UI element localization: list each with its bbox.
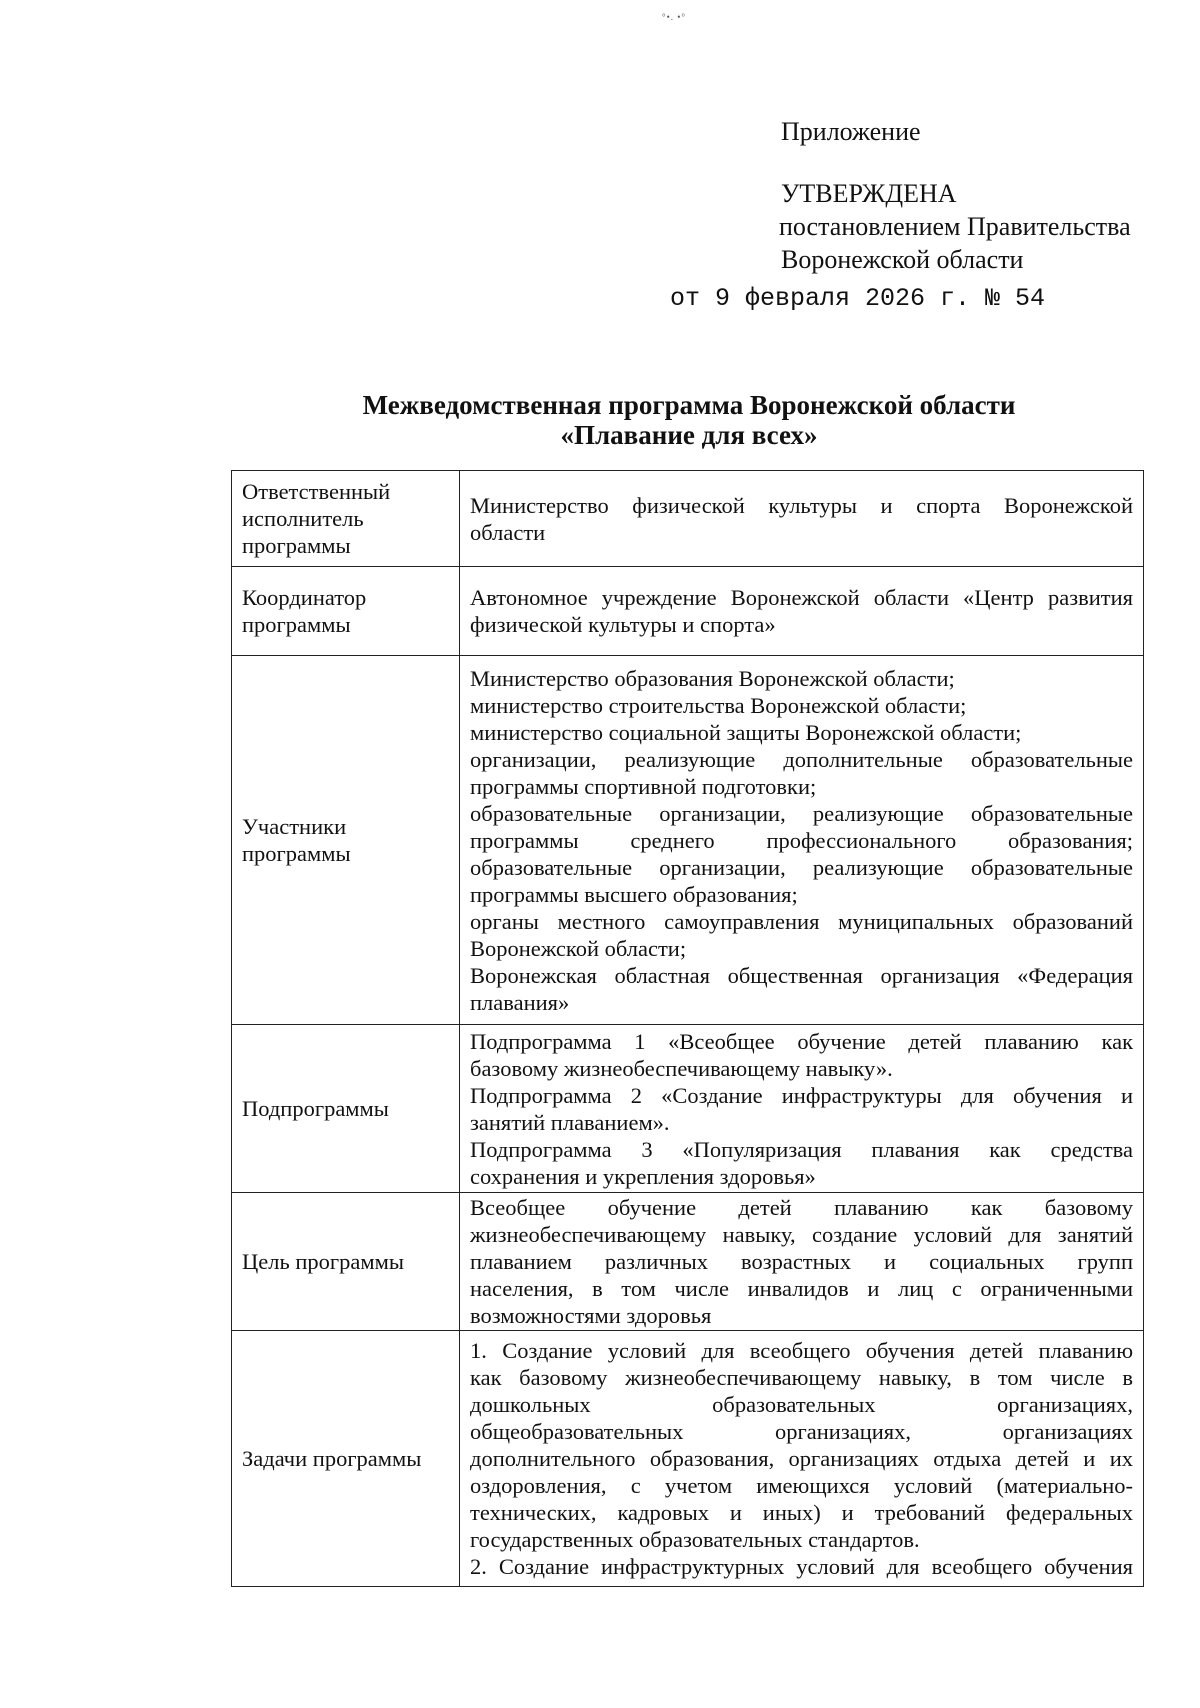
value-line: Подпрограмма 3 «Популяризация плавания как средства <box>470 1136 1133 1162</box>
table-row-participants <box>232 656 1144 1025</box>
value-line: физической культуры и спорта» <box>470 612 776 637</box>
decree-label: постановлением Правительства <box>779 212 1131 241</box>
approved-label: УТВЕРЖДЕНА <box>781 179 957 208</box>
table-row-responsible-executor <box>232 471 1144 567</box>
row-label: Координатор программы <box>232 567 460 656</box>
scan-mark: °•. •° <box>662 12 686 22</box>
row-label: Участники программы <box>232 656 460 1025</box>
value-line: программы высшего образования; <box>470 881 798 907</box>
value-line: технических, кадровых и иных) и требований федеральных <box>470 1500 1133 1525</box>
value-line: Подпрограмма 2 «Создание инфраструктуры для обучения и <box>470 1082 1133 1108</box>
row-value <box>460 1025 1144 1193</box>
decree-date: от 9 февраля 2026 г. № 54 <box>670 284 1046 313</box>
table-row-coordinator <box>232 567 1144 656</box>
row-label: Подпрограммы <box>232 1025 460 1193</box>
value-line: оздоровления, с учетом имеющихся условий (материально- <box>470 1473 1133 1498</box>
value-line: базовому жизнеобеспечивающему навыку». <box>470 1055 893 1081</box>
value-line: организации, реализующие дополнительные образовательные <box>470 746 1133 772</box>
table-row-subprograms <box>232 1025 1144 1193</box>
value-line: занятий плаванием». <box>470 1109 670 1135</box>
value-line: дошкольных образовательных организациях, <box>470 1392 1133 1417</box>
value-line: Всеобщее обучение детей плаванию как базовому <box>470 1195 1133 1220</box>
row-label: Цель программы <box>232 1193 460 1331</box>
value-line: плаванием различных возрастных и социальных групп <box>470 1249 1133 1274</box>
title-line-2: «Плавание для всех» <box>560 420 818 450</box>
value-line: образовательные организации, реализующие образовательные <box>470 800 1133 826</box>
row-label: Ответственный исполнитель программы <box>232 471 460 567</box>
row-value <box>460 1193 1144 1331</box>
program-passport-table <box>231 470 1144 1587</box>
attachment-label: Приложение <box>781 117 921 146</box>
value-line: государственных образовательных стандартов. <box>470 1527 920 1552</box>
title-line-1: Межведомственная программа Воронежской области <box>362 390 1016 420</box>
value-line: области <box>470 519 546 545</box>
value-line: возможностями здоровья <box>470 1303 712 1328</box>
value-line: программы среднего профессионального образования; <box>470 827 1133 853</box>
row-value <box>460 656 1144 1025</box>
value-line: жизнеобеспечивающему навыку, создание условий для занятий <box>470 1222 1133 1247</box>
value-line: программы спортивной подготовки; <box>470 773 817 799</box>
table-row-tasks <box>232 1331 1144 1587</box>
row-value <box>460 1331 1144 1587</box>
table-row-goal <box>232 1193 1144 1331</box>
approval-block <box>670 115 1156 315</box>
value-line: плавания» <box>470 989 570 1015</box>
row-value <box>460 471 1144 567</box>
value-line: дополнительного образования, организациях отдыха детей и их <box>470 1446 1133 1471</box>
row-value <box>460 567 1144 656</box>
value-line: сохранения и укрепления здоровья» <box>470 1163 816 1189</box>
value-line: населения, в том числе инвалидов и лиц с ограниченными <box>470 1276 1133 1301</box>
value-line: Воронежская областная общественная организация «Федерация <box>470 962 1133 988</box>
value-line: Автономное учреждение Воронежской области «Центр развития <box>470 585 1133 610</box>
value-line: 2. Создание инфраструктурных условий для всеобщего обучения <box>470 1554 1133 1579</box>
row-label: Задачи программы <box>232 1331 460 1587</box>
value-line: Воронежской области; <box>470 935 687 961</box>
document-title <box>0 390 1200 450</box>
value-line: как базовому жизнеобеспечивающему навыку, в том числе в <box>470 1365 1133 1390</box>
value-line: 1. Создание условий для всеобщего обучения детей плаванию <box>470 1338 1133 1363</box>
value-line: общеобразовательных организациях, организациях <box>470 1419 1133 1444</box>
value-line: министерство строительства Воронежской области; <box>470 692 967 718</box>
value-line: Министерство физической культуры и спорта Воронежской <box>470 492 1133 518</box>
value-line: Подпрограмма 1 «Всеобщее обучение детей плаванию как <box>470 1028 1133 1054</box>
value-line: образовательные организации, реализующие образовательные <box>470 854 1133 880</box>
value-line: министерство социальной защиты Воронежской области; <box>470 719 1022 745</box>
region-label: Воронежской области <box>781 245 1024 274</box>
value-line: Министерство образования Воронежской области; <box>470 665 955 691</box>
value-line: органы местного самоуправления муниципальных образований <box>470 908 1133 934</box>
